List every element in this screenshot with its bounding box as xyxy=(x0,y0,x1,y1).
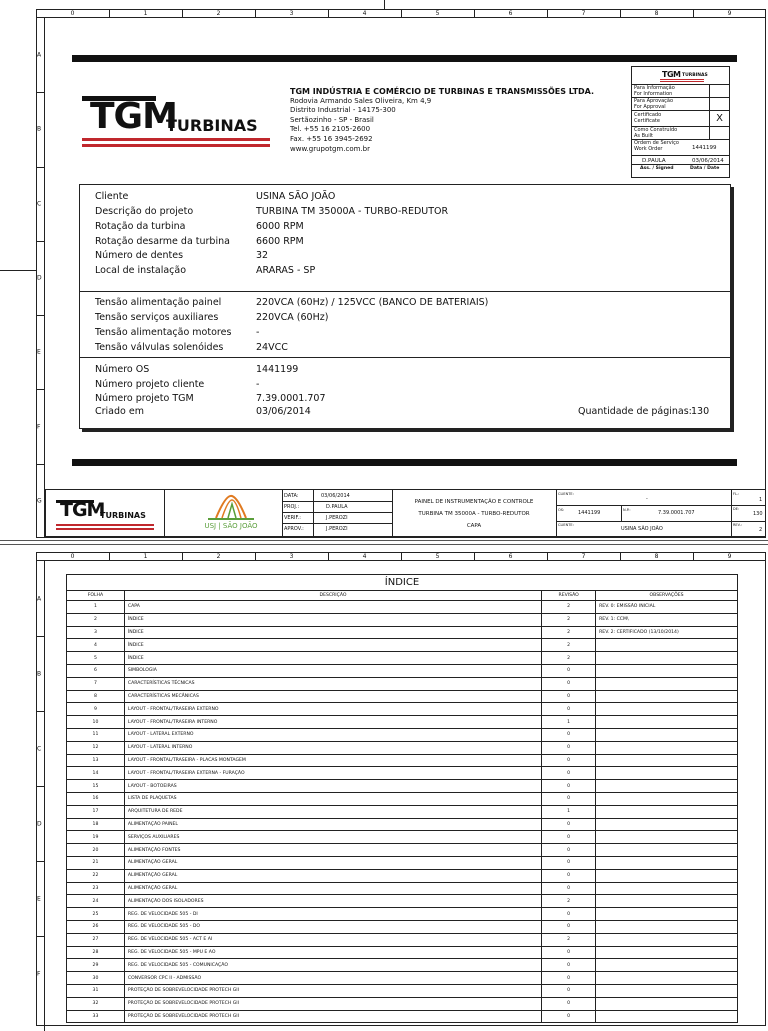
stamp-logo-tgm: TGM xyxy=(662,70,681,79)
index-row: 23 ALIMENTAÇÃO GERAL 0 xyxy=(67,882,738,895)
index-table xyxy=(66,590,738,1023)
client-value: USINA SÃO JOÃO xyxy=(256,191,336,202)
index-row: 5 ÍNDICE 2 xyxy=(67,652,738,665)
signed-name: D.PAULA xyxy=(642,158,666,164)
index-row: 3 ÍNDICE 2 REV. 2: CERTIFICADO (13/10/2014) xyxy=(67,626,738,639)
logo-turbinas-text: TURBINAS xyxy=(166,116,258,135)
index-row: 28 REG. DE VELOCIDADE 505 - MPU E AO 0 xyxy=(67,946,738,959)
logo-tgm-text: TGM xyxy=(90,96,177,137)
index-row: 2 ÍNDICE 2 REV. 1: CCM\ xyxy=(67,613,738,626)
index-row: 20 ALIMENTAÇÃO FONTES 0 xyxy=(67,844,738,857)
index-row: 7 CARACTERÍSTICAS TÉCNICAS 0 xyxy=(67,677,738,690)
index-row: 16 LISTA DE PLAQUETAS 0 xyxy=(67,792,738,805)
index-row: 31 PROTEÇÃO DE SOBREVELOCIDADE PROTECH GII 0 xyxy=(67,984,738,997)
index-row: 24 ALIMENTAÇÃO DOS ISOLADORES 2 xyxy=(67,895,738,908)
index-row: 8 CARACTERÍSTICAS MECÂNICAS 0 xyxy=(67,690,738,703)
client-logo: USJ | SÃO JOÃO xyxy=(186,492,276,534)
index-row: 25 REG. DE VELOCIDADE 505 - DI 0 xyxy=(67,908,738,921)
index-row: 11 LAYOUT - LATERAL EXTERNO 0 xyxy=(67,728,738,741)
index-row: 19 SERVIÇOS AUXILIARES 0 xyxy=(67,831,738,844)
company-info: TGM INDÚSTRIA E COMÉRCIO DE TURBINAS E TRANSMISSÕES LTDA. Rodovia Armando Sales Oliveira, Km 4,9 Distrito Industrial - 14175-300 Sertãozinho - SP - Brasil Tel. +55 16 2105-2600 Fax. +55 16 3945-2692 www.grupotgm.com.br xyxy=(290,87,595,153)
index-row: 30 CONVERSOR CPC II - ADMISSÃO 0 xyxy=(67,972,738,985)
index-row: 27 REG. DE VELOCIDADE 505 - ACT E AI 2 xyxy=(67,933,738,946)
signed-date: 03/06/2014 xyxy=(692,158,724,164)
index-row: 12 LAYOUT - LATERAL INTERNO 0 xyxy=(67,741,738,754)
sugarcane-icon xyxy=(186,492,276,522)
revision-number: 2 xyxy=(759,527,763,533)
drawing-title: PAINEL DE INSTRUMENTAÇÃO E CONTROLE TURBINA TM 35000A - TURBO-REDUTOR CAPA xyxy=(414,499,534,529)
index-row: 15 LAYOUT - BOTOEIRAS 0 xyxy=(67,780,738,793)
document-status-stamp: TGM TURBINAS Para Informação For Information Para Aprovação For Approval Certificado Certificate X Como Construído As Built Ordem de Serviço Work Order 1441199 D.PAULA 03/06/2014 Ass. / Signed Data / Date xyxy=(631,66,730,178)
index-row: 32 PROTEÇÃO DE SOBREVELOCIDADE PROTECH GII 0 xyxy=(67,997,738,1010)
certificate-checkbox[interactable]: X xyxy=(709,111,729,127)
index-header-row: FOLHA DESCRIÇÃO REVISÃO OBSERVAÇÕES xyxy=(67,591,738,601)
company-fax: Fax. +55 16 3945-2692 xyxy=(290,134,373,143)
os-number-value: 1441199 xyxy=(256,364,299,375)
index-row: 33 PROTEÇÃO DE SOBREVELOCIDADE PROTECH GII 0 xyxy=(67,1010,738,1023)
index-row: 13 LAYOUT - FRONTAL/TRASEIRA - PLACAS MONTAGEM 0 xyxy=(67,754,738,767)
row-ruler: A B C D E F G xyxy=(36,18,45,538)
column-ruler: 0 1 2 3 4 5 6 7 8 9 xyxy=(36,552,766,561)
company-address: Rodovia Armando Sales Oliveira, Km 4,9 xyxy=(290,96,432,105)
index-row: 18 ALIMENTAÇÃO PAINEL 0 xyxy=(67,818,738,831)
index-row: 9 LAYOUT - FRONTAL/TRASEIRA EXTERNO 0 xyxy=(67,703,738,716)
project-description-value: TURBINA TM 35000A - TURBO-REDUTOR xyxy=(256,206,449,217)
index-title: ÍNDICE xyxy=(66,574,738,590)
company-tel: Tel. +55 16 2105-2600 xyxy=(290,125,371,134)
company-name: TGM INDÚSTRIA E COMÉRCIO DE TURBINAS E TRANSMISSÕES LTDA. xyxy=(290,87,595,96)
row-ruler: A B C D E F xyxy=(36,561,45,1031)
company-website[interactable]: www.grupotgm.com.br xyxy=(290,144,370,153)
index-row: 14 LAYOUT - FRONTAL/TRASEIRA EXTERNA - FURAÇÃO 0 xyxy=(67,767,738,780)
index-row: 29 REG. DE VELOCIDADE 505 - COMUNICAÇÃO 0 xyxy=(67,959,738,972)
index-row: 10 LAYOUT - FRONTAL/TRASEIRA INTERNO 1 xyxy=(67,716,738,729)
index-row: 22 ALIMENTAÇÃO GERAL 0 xyxy=(67,869,738,882)
work-order-value: 1441199 xyxy=(692,145,717,151)
index-row: 26 REG. DE VELOCIDADE 505 - DO 0 xyxy=(67,920,738,933)
project-info-box: Cliente USINA SÃO JOÃO Descrição do projeto TURBINA TM 35000A - TURBO-REDUTOR Rotação da turbina 6000 RPM Rotação desarme da turbina 6600 RPM Número de dentes 32 Local de instalação ARARAS - SP Tensão alimentação painel 220VCA (60Hz) / 125VCC (BANCO DE BATERIAIS) Tensão serviços auxiliares 220VCA (60Hz) Tensão alimentação motores - Tensão válvulas solenóides 24VCC Número OS 1441199 Número projeto cliente - Número projeto TGM 7.39.0001.707 Criado em 03/06/2014 Quantidade de páginas: 130 xyxy=(79,184,731,429)
bottom-rule xyxy=(72,459,737,466)
title-block: TGM TURBINAS USJ | SÃO JOÃO DATA: 03/06/2014 PROJ.: D.PAULA VERIF.: J.PEROZI APROV.: J.PEROZI PAINEL DE INSTRUMENTAÇÃO E CONTROLE TURBINA TM 35000A - TURBO-REDUTOR CAPA CLIENTE: - OS: 1441199 N.P.: 7.39.0001.707 CLIENTE: USINA SÃO JOÃO FL.: 1 DE: 130 REV.: 2 xyxy=(45,489,766,537)
top-rule xyxy=(72,55,737,62)
page-count-value: 130 xyxy=(691,406,710,417)
sheet-number: 1 xyxy=(759,497,763,503)
index-row: 21 ALIMENTAÇÃO GERAL 0 xyxy=(67,856,738,869)
index-row: 6 SIMBOLOGIA 0 xyxy=(67,664,738,677)
index-row: 17 ARQUITETURA DE REDE 1 xyxy=(67,805,738,818)
index-row: 1 CAPA 2 REV. 0: EMISSÃO INICIAL xyxy=(67,601,738,614)
index-row: 4 ÍNDICE 2 xyxy=(67,639,738,652)
column-ruler: 0 1 2 3 4 5 6 7 8 9 xyxy=(36,9,766,18)
